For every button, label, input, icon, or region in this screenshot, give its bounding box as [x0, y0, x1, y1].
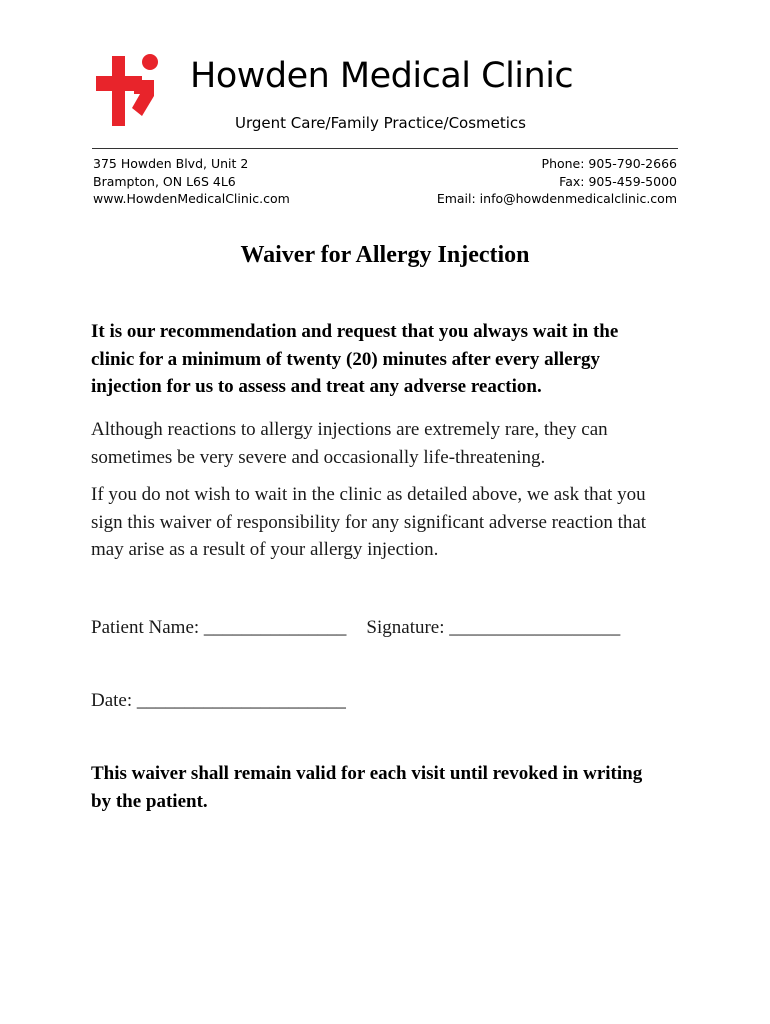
- text-line: by the patient.: [91, 790, 208, 812]
- waiver-request-paragraph: [91, 481, 691, 564]
- clinic-email: Email: info@howdenmedicalclinic.com: [436, 191, 677, 206]
- logo-figure: [132, 80, 154, 116]
- clinic-logo: [94, 50, 164, 130]
- patient-name-field[interactable]: Patient Name: _______________: [91, 617, 347, 638]
- address-street: 375 Howden Blvd, Unit 2: [93, 156, 249, 171]
- signature-field[interactable]: Signature: __________________: [366, 617, 621, 638]
- date-field[interactable]: Date: ______________________: [91, 690, 346, 711]
- document-title: Waiver for Allergy Injection: [240, 242, 530, 268]
- text-line: sometimes be very severe and occasionally life-threatening.: [91, 446, 546, 468]
- validity-note: [91, 760, 691, 815]
- text-line: It is our recommendation and request that you always wait in the: [91, 321, 619, 342]
- text-line: Although reactions to allergy injections are extremely rare, they can: [91, 419, 608, 440]
- address-city: Brampton, ON L6S 4L6: [93, 173, 236, 189]
- clinic-tagline: Urgent Care/Family Practice/Cosmetics: [235, 114, 526, 132]
- clinic-phone: Phone: 905-790-2666: [541, 156, 677, 171]
- clinic-name: Howden Medical Clinic: [190, 56, 574, 96]
- clinic-contact: [437, 155, 677, 208]
- logo-head: [142, 54, 158, 70]
- header-divider: [92, 148, 678, 149]
- text-line: injection for us to assess and treat any adverse reaction.: [91, 376, 542, 397]
- text-line: If you do not wish to wait in the clinic as detailed above, we ask that you: [91, 484, 646, 505]
- clinic-address: [93, 155, 290, 208]
- text-line: clinic for a minimum of twenty (20) minutes after every allergy: [91, 348, 601, 370]
- clinic-fax: Fax: 905-459-5000: [559, 173, 677, 189]
- recommendation-paragraph: [91, 318, 691, 401]
- name-signature-row: [91, 617, 620, 639]
- clinic-website: www.HowdenMedicalClinic.com: [93, 191, 290, 206]
- text-line: sign this waiver of responsibility for any significant adverse reaction that: [91, 511, 647, 533]
- date-row: [91, 690, 346, 712]
- text-line: This waiver shall remain valid for each visit until revoked in writing: [91, 763, 643, 784]
- text-line: may arise as a result of your allergy injection.: [91, 539, 439, 560]
- reactions-paragraph: [91, 416, 691, 471]
